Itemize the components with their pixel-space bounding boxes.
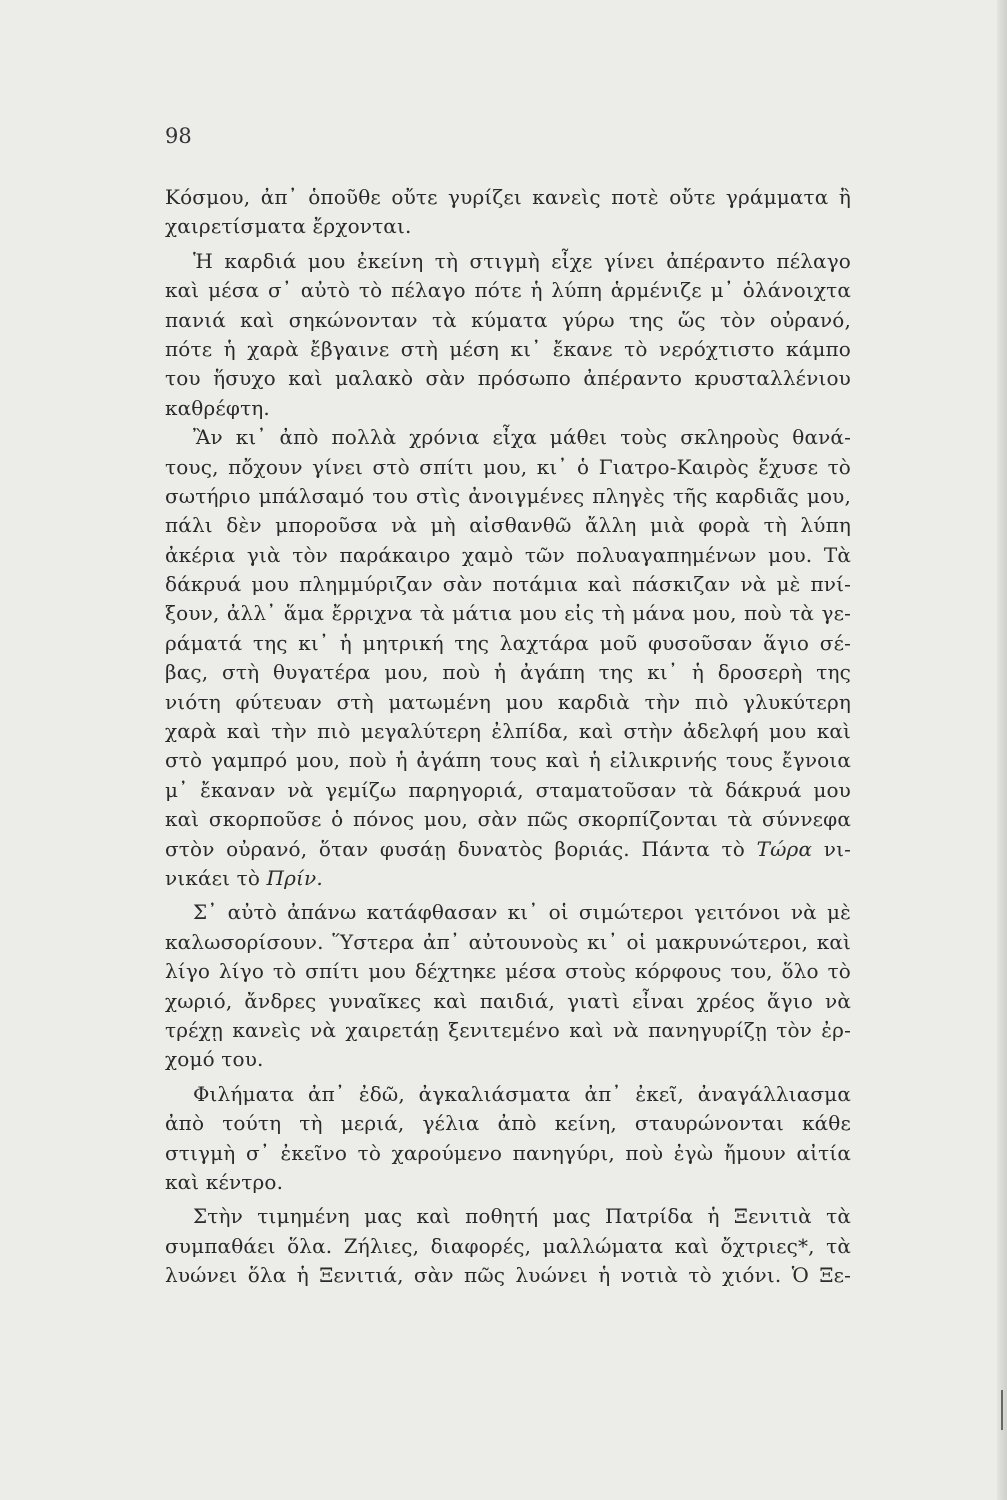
text-line: πάλι δὲν μποροῦσα νὰ μὴ αἰσθανθῶ ἄλλη μιὰ φορὰ τὴ λύπη (165, 513, 851, 538)
text-line-start: στὸν οὐρανό, ὅταν φυσάῃ δυνατὸς βοριάς. Πάντα τὸ (165, 836, 745, 861)
text-line: καὶ σκορποῦσε ὁ πόνος μου, σὰν πῶς σκορπίζονται τὰ σύννεφα (165, 807, 851, 832)
margin-mark (1001, 1390, 1003, 1430)
text-line: ἀκέρια γιὰ τὸν παράκαιρο χαμὸ τῶν πολυαγαπημένων μου. Τὰ (165, 542, 851, 567)
text-line: τους, πὄχουν γίνει στὸ σπίτι μου, κι᾽ ὁ Γιατρο-Καιρὸς ἔχυσε τὸ (165, 454, 851, 479)
text-line: πανιά καὶ σηκώνονταν τὰ κύματα γύρω της ὥς τὸν οὐρανό, (165, 307, 851, 332)
text-line: ράματά της κι᾽ ἡ μητρική της λαχτάρα μοῦ φυσοῦσαν ἅγιο σέ- (165, 630, 851, 655)
page-edge-shadow (997, 0, 1007, 1500)
text-line: Ἂν κι᾽ ἀπὸ πολλὰ χρόνια εἶχα μάθει τοὺς σκληροὺς θανά- (193, 425, 851, 450)
text-line: καὶ μέσα σ᾽ αὐτὸ τὸ πέλαγο πότε ἡ λύπη ἁρμένιζε μ᾽ ὁλάνοιχτα (165, 278, 851, 303)
text-line: χομό του. (165, 1047, 264, 1072)
text-line: σωτήριο μπάλσαμό του στὶς ἀνοιγμένες πληγὲς τῆς καρδιᾶς μου, (165, 483, 851, 508)
text-line: Κόσμου, ἀπ᾽ ὁποῦθε οὔτε γυρίζει κανεὶς ποτὲ οὔτε γράμματα ἢ (165, 185, 851, 209)
italic-word-now: Τώρα (756, 836, 813, 861)
text-line: μ᾽ ἔκαναν νὰ γεμίζω παρηγοριά, σταματοῦσαν τὰ δάκρυά μου (165, 777, 851, 802)
text-line: χαιρετίσματα ἔρχονται. (165, 214, 412, 239)
text-line: λυώνει ὅλα ἡ Ξενιτιά, σὰν πῶς λυώνει ἡ νοτιὰ τὸ χιόνι. Ὁ Ξε- (165, 1263, 851, 1288)
text-line: συμπαθάει ὅλα. Ζήλιες, διαφορές, μαλλώματα καὶ ὄχτριες*, τὰ (165, 1233, 851, 1258)
text-line: Στὴν τιμημένη μας καὶ ποθητή μας Πατρίδα ἡ Ξενιτιὰ τὰ (193, 1204, 851, 1229)
text-line: δάκρυά μου πλημμύριζαν σὰν ποτάμια καὶ πάσκιζαν νὰ μὲ πνί- (165, 572, 851, 597)
text-line: Φιλήματα ἀπ᾽ ἐδῶ, ἀγκαλιάσματα ἀπ᾽ ἐκεῖ, ἀναγάλλιασμα (193, 1081, 851, 1106)
italic-word-before: Πρίν. (266, 865, 323, 890)
text-line: Σ᾽ αὐτὸ ἀπάνω κατάφθασαν κι᾽ οἱ σιμώτεροι γειτόνοι νὰ μὲ (193, 900, 851, 925)
text-line: καθρέφτη. (165, 395, 270, 420)
text-line: Ἡ καρδιά μου ἐκείνη τὴ στιγμὴ εἶχε γίνει ἀπέραντο πέλαγο (193, 248, 851, 273)
text-line: στὸ γαμπρό μου, ποὺ ἡ ἀγάπη τους καὶ ἡ εἰλικρινής τους ἔγνοια (165, 748, 851, 773)
text-line: τρέχῃ κανεὶς νὰ χαιρετάῃ ξενιτεμένο καὶ νὰ πανηγυρίζῃ τὸν ἐρ- (165, 1017, 851, 1042)
text-line: στὸν οὐρανό, ὅταν φυσάῃ δυνατὸς βοριάς. Πάντα τὸ Τώρα νι- (165, 836, 851, 861)
text-line: καλωσορίσουν. Ὕστερα ἀπ᾽ αὐτουνοὺς κι᾽ οἱ μακρυνώτεροι, καὶ (165, 929, 851, 954)
text-line: στιγμὴ σ᾽ ἐκεῖνο τὸ χαρούμενο πανηγύρι, ποὺ ἐγὼ ἤμουν αἰτία (165, 1140, 851, 1165)
text-line: ξουν, ἀλλ᾽ ἅμα ἔρριχνα τὰ μάτια μου εἰς τὴ μάνα μου, ποὺ τὰ γε- (165, 601, 851, 626)
text-line: νιότη φύτευαν στὴ ματωμένη μου καρδιὰ τὴν πιὸ γλυκύτερη (165, 689, 851, 714)
text-line: χαρὰ καὶ τὴν πιὸ μεγαλύτερη ἐλπίδα, καὶ στὴν ἀδελφή μου καὶ (165, 719, 851, 744)
text-line: λίγο λίγο τὸ σπίτι μου δέχτηκε μέσα στοὺς κόρφους του, ὅλο τὸ (165, 959, 851, 984)
text-line: του ἥσυχο καὶ μαλακὸ σὰν πρόσωπο ἀπέραντο κρυσταλλένιου (165, 366, 851, 391)
text-line: χωριό, ἄνδρες γυναῖκες καὶ παιδιά, γιατὶ εἶναι χρέος ἅγιο νὰ (165, 988, 851, 1013)
page-number: 98 (165, 124, 192, 148)
text-line-start: νικάει τὸ (165, 865, 261, 890)
text-line: καὶ κέντρο. (165, 1169, 284, 1194)
body-text (165, 183, 851, 1290)
text-line: πότε ἡ χαρὰ ἔβγαινε στὴ μέση κι᾽ ἔκανε τὸ νερόχτιστο κάμπο (165, 336, 851, 361)
text-line: ἀπὸ τούτη τὴ μεριά, γέλια ἀπὸ κείνη, σταυρώνονται κάθε (165, 1111, 851, 1136)
text-line: βας, στὴ θυγατέρα μου, ποὺ ἡ ἀγάπη της κι᾽ ἡ δροσερὴ της (165, 660, 851, 685)
text-line (165, 864, 851, 893)
